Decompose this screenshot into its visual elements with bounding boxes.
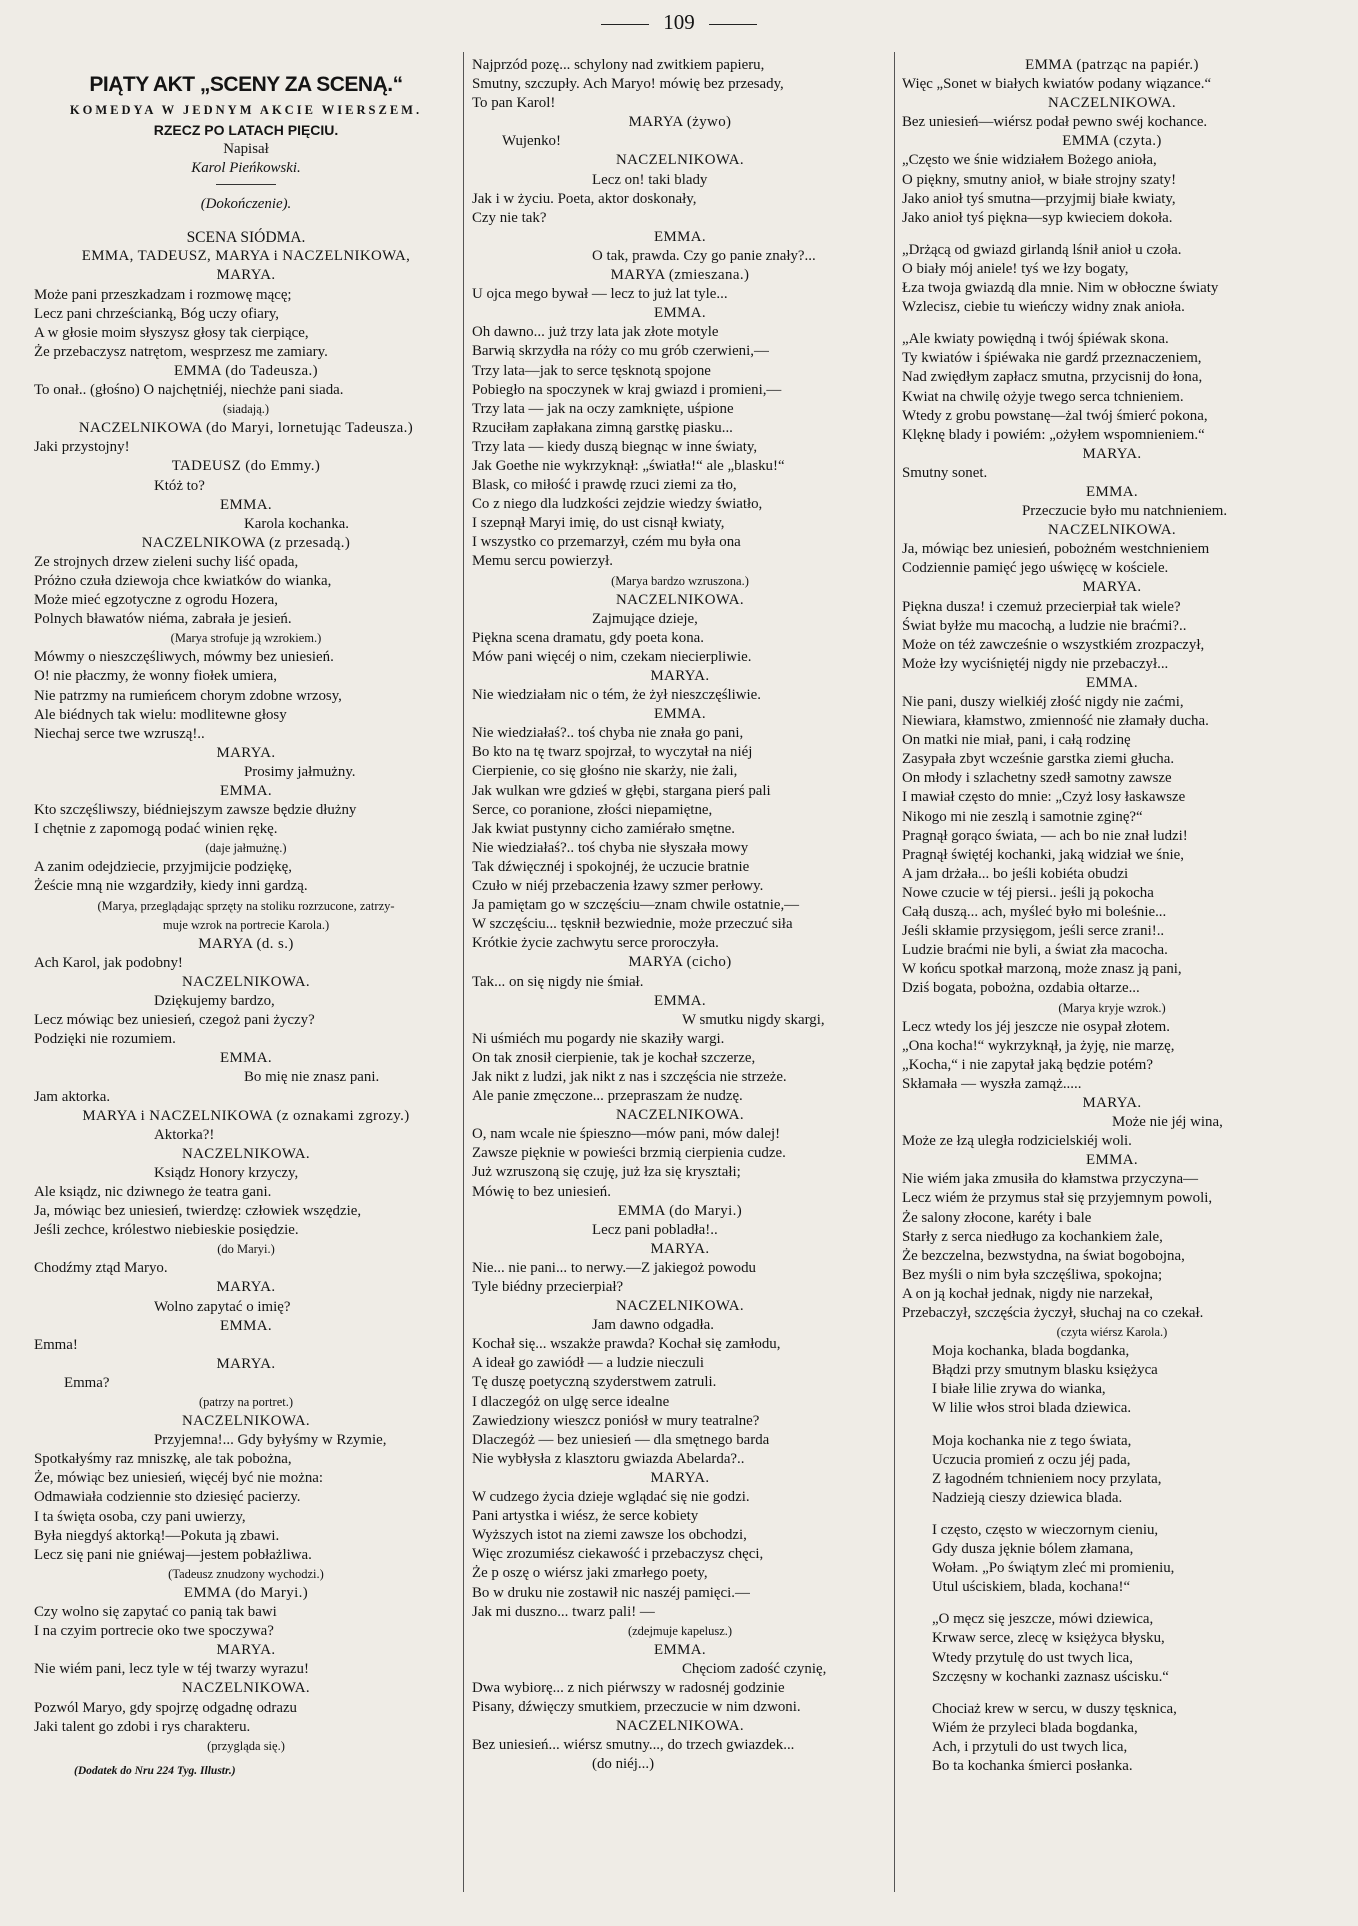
- verse-line: „Kocha,“ i nie zapytał jaką będzie potém?: [902, 1056, 1153, 1073]
- verse-line: A zanim odejdziecie, przyjmijcie podziękę,: [34, 859, 292, 876]
- speaker-label: NACZELNIKOWA.: [615, 1298, 745, 1315]
- author-name: Karol Pieńkowski.: [191, 160, 301, 177]
- verse-line: I szepnął Maryi imię, do ust cisnął kwiaty,: [472, 515, 725, 532]
- verse-line: Cierpienie, co się głośno nie skarży, nie żali,: [472, 763, 738, 780]
- speaker-label: MARYA (żywo): [628, 114, 732, 131]
- verse-line: Moja kochanka nie z tego świata,: [932, 1432, 1132, 1449]
- verse-line: Memu sercu powierzył.: [472, 553, 614, 570]
- verse-line: Jak Goethe nie wykrzyknął: „światła!“ ale „blasku!“: [472, 457, 785, 474]
- verse-line: (do niéj...): [592, 1756, 655, 1773]
- speaker-label: MARYA.: [216, 744, 276, 761]
- verse-line: I dlaczegóż on ulgę serce idealne: [472, 1393, 670, 1410]
- verse-line: Bo mię nie znasz pani.: [244, 1069, 380, 1086]
- continued-note: (Dokończenie).: [200, 196, 292, 213]
- verse-line: Nie wiedziałam nic o tém, że żył nieszczęśliwie.: [472, 687, 762, 704]
- verse-line: Mówię to bez uniesień.: [472, 1183, 611, 1200]
- verse-line: I ta święta osoba, czy pani uwierzy,: [34, 1508, 246, 1525]
- verse-line: „Ona kocha!“ wykrzyknął, ja żyję, nie marzę,: [902, 1037, 1175, 1054]
- verse-line: Niechaj serce twe wzruszą!..: [34, 725, 205, 742]
- verse-line: Lecz wtedy los jéj jeszcze nie osypał złotem.: [902, 1018, 1170, 1035]
- verse-line: I białe lilie zrywa do wianka,: [932, 1381, 1106, 1398]
- stage-direction: (Marya, przeglądając sprzęty na stoliku rozrzucone, zatrzy-: [97, 898, 395, 913]
- verse-line: Tę duszę poetyczną szyderstwem zatruli.: [472, 1374, 717, 1391]
- verse-line: I wszystko co przemarzył, czém mu była ona: [472, 534, 741, 551]
- verse-line: Ach, i przytuli do ust twych lica,: [932, 1738, 1128, 1755]
- verse-line: Może łzy wyciśniętéj nigdy nie przebaczył...: [902, 655, 1169, 672]
- verse-line: W końcu spotkał marzoną, może znasz ją pani,: [902, 961, 1182, 978]
- verse-line: Chociaż krew w sercu, w duszy tęsknica,: [932, 1700, 1177, 1717]
- verse-line: Skłamała — wyszła zamąż.....: [902, 1075, 1082, 1092]
- verse-line: Oh dawno... już trzy lata jak złote motyle: [472, 324, 719, 341]
- verse-line: Jak i w życiu. Poeta, aktor doskonały,: [472, 190, 697, 207]
- verse-line: Może pani przeszkadzam i rozmowę mącę;: [34, 286, 292, 303]
- speaker-label: MARYA (cicho): [628, 954, 732, 971]
- verse-line: Nie wiém jaka zmusiła do kłamstwa przyczyna—: [902, 1171, 1199, 1188]
- footer-note: (Dodatek do Nru 224 Tyg. Illustr.): [74, 1764, 236, 1777]
- verse-line: Aktorka?!: [154, 1126, 215, 1143]
- verse-line: Trzy lata—jak to serce tęsknotą spojone: [472, 362, 711, 379]
- speaker-label: EMMA.: [1085, 1152, 1139, 1169]
- verse-line: Gdy dusza jęknie bólem złamana,: [932, 1541, 1134, 1558]
- verse-line: Ty kwiatów i śpiéwaka nie gardź przeznaczeniem,: [902, 350, 1202, 367]
- verse-line: Wtedy z grobu powstanę—żal twój śmierć pokona,: [902, 407, 1208, 424]
- verse-line: A jam drżała... bo jeśli kobiéta obudzi: [902, 865, 1129, 882]
- verse-line: Wołam. „Po świątym zleć mi promieniu,: [932, 1560, 1175, 1577]
- verse-line: Łza twoja gwiazdą dla mnie. Nim w obłoczne światy: [902, 280, 1219, 297]
- scene-heading: SCENA SIÓDMA.: [186, 229, 306, 247]
- verse-line: Prosimy jałmużny.: [244, 763, 356, 780]
- verse-line: Lecz się pani nie gniéwaj—jestem pobłażliwa.: [34, 1546, 312, 1563]
- verse-line: „Często we śnie widziałem Bożego anioła,: [902, 152, 1157, 169]
- speaker-label: TADEUSZ (do Emmy.): [171, 458, 321, 475]
- stage-direction: (zdejmuje kapelusz.): [627, 1623, 733, 1638]
- verse-line: Spotkałyśmy raz mniszkę, ale tak pobożna,: [34, 1451, 292, 1468]
- verse-line: Najprzód pozę... schylony nad zwitkiem papieru,: [472, 57, 765, 73]
- verse-line: Że przebaczysz natrętom, wesprzesz me zamiary.: [34, 343, 328, 360]
- verse-line: Lecz on! taki blady: [592, 171, 708, 188]
- verse-line: Ach Karol, jak podobny!: [34, 954, 183, 971]
- column-2-text: [472, 56, 888, 1774]
- stage-direction: (czyta wiérsz Karola.): [1056, 1325, 1168, 1340]
- verse-line: Dziś bogata, pobożna, ozdabia ołtarze...: [902, 980, 1140, 997]
- verse-line: Zawiedziony wieszcz poniósł w mury teatralne?: [472, 1412, 760, 1429]
- verse-line: Nie wiedziałaś?.. toś chyba nie słyszała mowy: [472, 839, 749, 856]
- speaker-label: EMMA.: [653, 305, 707, 322]
- verse-line: Lecz pani pobladła!..: [592, 1221, 718, 1238]
- verse-line: I na czyim portrecie oko twe spoczywa?: [34, 1623, 274, 1640]
- verse-line: Ludzie braćmi nie byli, a świat zła macocha.: [902, 942, 1168, 959]
- speaker-label: EMMA.: [653, 992, 707, 1009]
- verse-line: O biały mój aniele! tyś we łzy bogaty,: [902, 260, 1129, 277]
- verse-line: Nie... nie pani... to nerwy.—Z jakiegoż powodu: [472, 1259, 756, 1276]
- verse-line: Bez myśli o nim była szczęśliwa, spokojna;: [902, 1266, 1163, 1283]
- speaker-label: EMMA (do Maryi.): [617, 1202, 743, 1219]
- verse-line: Jako anioł tyś smutna—przyjmij białe kwiaty,: [902, 190, 1176, 207]
- verse-line: „Drżącą od gwiazd girlandą lśnił anioł u czoła.: [902, 241, 1182, 258]
- verse-line: Trzy lata — jak na oczy zamknięte, uśpione: [472, 400, 734, 417]
- verse-line: Żeście mną nie wzgardziły, kiedy inni gardzą.: [34, 878, 308, 895]
- verse-line: On tak znosił cierpienie, tak je kochał szczerze,: [472, 1049, 756, 1066]
- verse-line: Szczęsny w kochanki zaznasz uścisku.“: [932, 1668, 1169, 1685]
- verse-line: Serce, co poranione, złości niepamiętne,: [472, 801, 713, 818]
- verse-line: Kochał się... wszakże prawda? Kochał się zamłodu,: [472, 1336, 781, 1353]
- verse-line: Utul uściskiem, blada, kochana!“: [932, 1579, 1131, 1596]
- verse-line: Codziennie pamięć jego uświęcę w kościele.: [902, 560, 1169, 577]
- verse-line: Nie patrzmy na rumieńcem chorym zdobne wrzosy,: [34, 687, 342, 704]
- verse-line: Ale biédnych tak wielu: modlitewne głosy: [34, 706, 287, 723]
- verse-line: Ksiądz Honory krzyczy,: [154, 1164, 299, 1181]
- verse-line: Podzięki nie rozumiem.: [34, 1031, 176, 1048]
- verse-line: Co z niego dla ludzkości zejdzie wiedzy światło,: [472, 496, 763, 513]
- verse-line: Nie pani, duszy wielkiéj złość nigdy nie zaćmi,: [902, 694, 1184, 710]
- verse-line: Pragnął świętéj kochanki, jaką widział we śnie,: [902, 846, 1185, 863]
- verse-line: Jaki talent go zdobi i rys charakteru.: [34, 1718, 251, 1735]
- verse-line: Lecz mówiąc bez uniesień, czegoż pani życzy?: [34, 1012, 315, 1029]
- verse-line: Wyższych istot na ziemi zawsze los obchodzi,: [472, 1527, 747, 1544]
- verse-line: Trzy lata — kiedy duszą biegnąc w inne światy,: [472, 438, 758, 455]
- verse-line: Zasypała zbyt wcześnie garstka ziemi głucha.: [902, 751, 1175, 768]
- verse-line: Tak... on się nigdy nie śmiał.: [472, 973, 644, 990]
- verse-line: Świat byłże mu macochą, a ludzie nie braćmi?..: [902, 617, 1187, 634]
- verse-line: Jaki przystojny!: [34, 439, 130, 456]
- column-3-text: [902, 56, 1322, 1776]
- stanza-gap: [902, 228, 1322, 241]
- verse-line: I chętnie z zapomogą podać winien rękę.: [34, 821, 278, 838]
- speaker-label: NACZELNIKOWA (z przesadą.): [141, 534, 351, 551]
- column-3: [902, 56, 1322, 1906]
- verse-line: Pragnął gorąco świata, — ach bo nie znał ludzi!: [902, 827, 1188, 844]
- verse-line: On młody i szlachetny szedł samotny zawsze: [902, 770, 1172, 787]
- verse-line: Mów pani więcéj o nim, czekam niecierpliwie.: [472, 648, 752, 665]
- verse-line: Blask, co miłość i prawdę rzuci ziemi za tło,: [472, 477, 737, 494]
- stage-direction: (Marya kryje wzrok.): [1058, 1000, 1166, 1015]
- verse-line: Polnych bławatów niéma, zabrała je jesień.: [34, 611, 292, 628]
- verse-line: Z łagodném tchnieniem nocy przylata,: [932, 1470, 1162, 1487]
- speaker-label: EMMA.: [219, 1050, 273, 1067]
- verse-line: Bo w druku nie zostawił nic naszéj pamięci.—: [472, 1584, 750, 1601]
- speaker-label: NACZELNIKOWA.: [615, 152, 745, 169]
- verse-line: Jak wulkan wre gdzieś w głębi, stargana pierś pali: [472, 782, 771, 799]
- verse-line: Może nie jéj wina,: [1112, 1114, 1223, 1131]
- verse-line: Może ze łzą uległa rodzicielskiéj woli.: [902, 1133, 1132, 1150]
- verse-line: Więc zrozumiész ciekawość i przebaczysz chęci,: [472, 1546, 764, 1563]
- verse-line: Ni uśmiéch mu pogardy nie skaziły wargi.: [472, 1030, 725, 1047]
- verse-line: Nie wybłysła z klasztoru gwiazda Abelarda?..: [472, 1450, 745, 1467]
- speaker-label: MARYA.: [216, 1642, 276, 1659]
- verse-line: Nie wiém pani, lecz tyle w téj twarzy wyrazu!: [34, 1661, 309, 1678]
- verse-line: Nad zwiędłym zapłacz smutna, przycisnij do łona,: [902, 369, 1203, 386]
- verse-line: O tak, prawda. Czy go panie znały?...: [592, 247, 816, 264]
- verse-line: Była niegdyś aktorką!—Pokuta ją zbawi.: [34, 1527, 280, 1544]
- speaker-label: EMMA.: [219, 1317, 273, 1334]
- verse-line: Niewiara, kłamstwo, zmienność nie złamały ducha.: [902, 713, 1209, 730]
- column-2: [472, 56, 888, 1906]
- verse-line: Że p oszę o wiérsz jaki zmarłego poety,: [472, 1565, 708, 1582]
- verse-line: „Ale kwiaty powiędną i twój śpiéwak skona.: [902, 331, 1169, 348]
- stage-direction: (daje jałmużnę.): [205, 841, 287, 856]
- verse-line: W szczęściu... tęsknił bezwiednie, może przeczuć siła: [472, 916, 793, 933]
- verse-line: Błądzi przy smutnym blasku księżyca: [932, 1362, 1158, 1379]
- verse-line: Dziękujemy bardzo,: [154, 993, 275, 1010]
- verse-line: Jeśli skłamie przysięgom, jeśli serce zrani!..: [902, 923, 1165, 940]
- verse-line: Ale ksiądz, nic dziwnego że teatra gani.: [34, 1183, 272, 1200]
- verse-line: Ja, mówiąc bez uniesień, pobożném westchnieniem: [902, 541, 1210, 558]
- speaker-label: NACZELNIKOWA (do Maryi, lornetując Tadeusza.): [78, 420, 414, 437]
- verse-line: Nie wiedziałaś?.. toś chyba nie znała go pani,: [472, 725, 744, 742]
- speaker-label: MARYA.: [650, 1240, 710, 1257]
- verse-line: „O męcz się jeszcze, mówi dziewica,: [932, 1611, 1154, 1628]
- speaker-label: NACZELNIKOWA.: [615, 591, 745, 608]
- header-rule-left: [601, 24, 649, 25]
- verse-line: A on ją kochał jednak, nigdy nie narzekał,: [902, 1285, 1153, 1302]
- verse-line: Kto szczęśliwszy, biédniejszym zawsze będzie dłużny: [34, 802, 357, 819]
- verse-line: Dlaczegóż — bez uniesień — dla smętnego barda: [472, 1431, 770, 1448]
- speaker-label: MARYA.: [216, 267, 276, 284]
- verse-line: Jam dawno odgadła.: [592, 1317, 714, 1334]
- verse-line: Przeczucie było mu natchnieniem.: [1022, 503, 1228, 520]
- speaker-label: EMMA.: [653, 1641, 707, 1658]
- stage-direction: (siadają.): [222, 402, 270, 417]
- stanza-gap: [902, 1508, 1322, 1521]
- speaker-label: MARYA (d. s.): [198, 935, 294, 952]
- stanza-gap: [902, 1597, 1322, 1610]
- verse-line: Smutny sonet.: [902, 464, 988, 481]
- verse-line: Pisany, dźwięczy smutkiem, przeczucie w nim dzwoni.: [472, 1699, 801, 1716]
- stanza-gap: [902, 1687, 1322, 1700]
- stage-direction: (do Maryi.): [217, 1242, 275, 1257]
- verse-line: A ideał go zawiódł — a ludzie nieczuli: [472, 1355, 704, 1372]
- speaker-label: NACZELNIKOWA.: [1047, 95, 1177, 112]
- verse-line: Bo ta kochanka śmierci posłanka.: [932, 1757, 1133, 1774]
- verse-line: Tyle biédny przecierpiał?: [472, 1279, 624, 1295]
- verse-line: Dwa wybiorę... z nich piérwszy w radosnéj godzinie: [472, 1679, 785, 1696]
- verse-line: On matki nie miał, pani, i całą rodzinę: [902, 732, 1131, 749]
- verse-line: Że bezczelna, bezwstydna, na świat bogobojna,: [902, 1247, 1185, 1264]
- stanza-gap: [902, 1419, 1322, 1432]
- verse-line: W lilie włos stroi blada dziewica.: [932, 1400, 1132, 1417]
- verse-line: Jak mi duszno... twarz pali! —: [472, 1603, 655, 1620]
- column-1: [34, 56, 458, 1906]
- verse-line: Piękna scena dramatu, gdy poeta kona.: [472, 629, 704, 646]
- verse-line: Zajmujące dzieje,: [592, 610, 698, 627]
- verse-line: Że salony złocone, karéty i bale: [902, 1209, 1092, 1226]
- article-subtitle-2: RZECZ PO LATACH PIĘCIU.: [153, 122, 339, 138]
- speaker-label: MARYA i NACZELNIKOWA (z oznakami zgrozy.): [82, 1107, 410, 1124]
- verse-line: Może mieć egzotyczne z ogrodu Hozera,: [34, 592, 278, 609]
- verse-line: Pani artystka i wiész, że serce kobiety: [472, 1508, 699, 1525]
- verse-line: Ja, mówiąc bez uniesień, twierdzę: człowiek wszędzie,: [34, 1203, 362, 1220]
- verse-line: Przebaczył, szczęścia życzył, słuchaj na co czekał.: [902, 1305, 1204, 1321]
- verse-line: Zawsze pięknie w powieści brzmią cierpienia cudze.: [472, 1145, 786, 1162]
- speaker-label: NACZELNIKOWA.: [181, 1680, 311, 1697]
- author-label: Napisał: [223, 141, 269, 157]
- speaker-label: EMMA (do Maryi.): [183, 1584, 309, 1601]
- page-number: 109: [663, 10, 695, 34]
- speaker-label: EMMA (czyta.): [1062, 133, 1162, 150]
- speaker-label: NACZELNIKOWA.: [181, 1145, 311, 1162]
- verse-line: Kwiat na chwilę ożyje twego serca tchnieniem.: [902, 388, 1184, 405]
- stage-direction: (przygląda się.): [207, 1738, 285, 1753]
- verse-line: Nowe czucie w téj piersi.. jeśli ją pokocha: [902, 884, 1154, 901]
- verse-line: Już wzruszoną się czuję, już łza się kryształi;: [472, 1164, 741, 1181]
- verse-line: Jak kwiat pustynny cicho zamiérało smętne.: [472, 820, 735, 837]
- verse-line: Bez uniesień... wiérsz smutny..., do trzech gwiazdek...: [472, 1737, 795, 1754]
- verse-line: Któż to?: [154, 477, 205, 494]
- speaker-label: EMMA.: [1085, 483, 1139, 500]
- verse-line: Ale panie zmęczone... przepraszam że nudzę.: [472, 1088, 743, 1105]
- speaker-label: EMMA.: [653, 706, 707, 723]
- verse-line: Wtedy przytulę do ust twych lica,: [932, 1649, 1133, 1666]
- speaker-label: MARYA.: [1082, 579, 1142, 596]
- verse-line: Emma!: [34, 1336, 78, 1353]
- verse-line: Może on téż zawcześnie o wszystkiém zrozpaczył,: [902, 636, 1205, 653]
- verse-line: Odmawiała codziennie sto dziesięć pacierzy.: [34, 1489, 301, 1506]
- speaker-label: EMMA (do Tadeusza.): [174, 362, 318, 379]
- verse-line: Lecz wiém że przymus stał się przyjemnym powoli,: [902, 1190, 1213, 1207]
- article-subtitle: KOMEDYA W JEDNYM AKCIE WIERSZEM.: [69, 103, 423, 117]
- verse-line: Wiém że przyleci blada bogdanka,: [932, 1719, 1138, 1736]
- speaker-label: MARYA.: [1082, 1094, 1142, 1111]
- verse-line: Wzlecisz, ciebie tu wieńczy widny znak anioła.: [902, 299, 1185, 316]
- verse-line: Próżno czuła dziewoja chce kwiatków do wianka,: [34, 572, 332, 589]
- verse-line: O, nam wcale nie śpieszno—mów pani, mów dalej!: [472, 1126, 781, 1143]
- verse-line: Bo kto na tę twarz spojrzał, to wyczytał na niéj: [472, 744, 753, 761]
- speaker-label: NACZELNIKOWA.: [181, 1413, 311, 1430]
- speaker-label: NACZELNIKOWA.: [615, 1107, 745, 1124]
- speaker-label: EMMA.: [219, 783, 273, 799]
- verse-line: A w głosie moim słyszysz głosy tak cierpiące,: [34, 324, 309, 341]
- verse-line: Rzuciłam zapłakana zimną garstkę piasku...: [472, 419, 733, 436]
- speaker-label: EMMA (patrząc na papiér.): [1025, 57, 1199, 73]
- verse-line: Tak dźwięcznéj i spokojnéj, że uczucie bratnie: [472, 858, 750, 875]
- speaker-label: NACZELNIKOWA.: [181, 973, 311, 990]
- verse-line: O piękny, smutny anioł, w białe strojny szaty!: [902, 171, 1177, 188]
- speaker-label: NACZELNIKOWA.: [1047, 522, 1177, 539]
- verse-line: Jako anioł tyś piękna—syp kwieciem dokoła.: [902, 209, 1173, 226]
- speaker-label: MARYA.: [216, 1279, 276, 1296]
- verse-line: Ja pamiętam go w szczęściu—znam chwile ostatnie,—: [472, 897, 800, 914]
- speaker-label: NACZELNIKOWA.: [615, 1718, 745, 1735]
- stage-direction: (patrzy na portret.): [198, 1395, 294, 1409]
- verse-line: Mówmy o nieszczęśliwych, mówmy bez uniesień.: [34, 649, 334, 666]
- stanza-gap: [902, 317, 1322, 330]
- verse-line: Czuło w niéj przebaczenia łzawy szmer perłowy.: [472, 878, 764, 895]
- stage-direction: muje wzrok na portrecie Karola.): [162, 917, 330, 932]
- verse-line: Krwaw serce, zlecę w księżyca błysku,: [932, 1630, 1165, 1647]
- verse-line: Całą duszą... ach, myśleć było mi boleśnie...: [902, 904, 1167, 921]
- verse-line: Jak nikt z ludzi, jak nikt z nas i szczęścia nie strzeże.: [472, 1068, 787, 1085]
- verse-line: W cudzego życia dzieje wglądać się nie godzi.: [472, 1489, 750, 1506]
- verse-line: Piękna dusza! i czemuż przecierpiał tak wiele?: [902, 598, 1181, 615]
- column-divider-2: [894, 52, 895, 1892]
- verse-line: Chodźmy ztąd Maryo.: [34, 1260, 168, 1277]
- verse-line: O! nie płaczmy, że wonny fiołek umiera,: [34, 668, 277, 685]
- verse-line: Ze strojnych drzew zieleni suchy liść opada,: [34, 553, 299, 570]
- speaker-label: MARYA.: [216, 1355, 276, 1372]
- verse-line: Wolno zapytać o imię?: [154, 1298, 291, 1315]
- speaker-label: EMMA.: [219, 496, 273, 513]
- verse-line: Wujenko!: [502, 133, 561, 150]
- verse-line: I mawiał często do mnie: „Czyż losy łaskawsze: [902, 789, 1186, 806]
- stage-direction: (Marya strofuje ją wzrokiem.): [170, 631, 322, 646]
- verse-line: Uczucia promień z oczu jéj pada,: [932, 1451, 1131, 1468]
- verse-line: Że, mówiąc bez uniesień, więcéj być nie można:: [34, 1470, 324, 1487]
- verse-line: Krótkie życie zachwytu serce proroczyła.: [472, 935, 719, 952]
- header-rule-right: [709, 24, 757, 25]
- verse-line: Smutny, szczupły. Ach Maryo! mówię bez przesady,: [472, 76, 784, 93]
- verse-line: Emma?: [64, 1374, 110, 1391]
- verse-line: Karola kochanka.: [244, 515, 350, 532]
- verse-line: To onał.. (głośno) O najchętniéj, niechże pani siada.: [34, 382, 344, 399]
- speaker-label: EMMA.: [1085, 674, 1139, 691]
- stage-direction: (Tadeusz znudzony wychodzi.): [168, 1566, 324, 1581]
- page-number-header: [0, 10, 1358, 35]
- verse-line: Barwią skrzydła na róży co mu grób czerwieni,—: [472, 343, 769, 360]
- speaker-label: MARYA (zmieszana.): [610, 267, 750, 284]
- verse-line: To pan Karol!: [472, 95, 556, 112]
- verse-line: W smutku nigdy skargi,: [682, 1011, 825, 1028]
- verse-line: Czy nie tak?: [472, 209, 547, 226]
- article-title: PIĄTY AKT „SCENY ZA SCENĄ.“: [89, 73, 403, 96]
- speaker-label: MARYA.: [1082, 445, 1142, 462]
- verse-line: Przyjemna!... Gdy byłyśmy w Rzymie,: [154, 1432, 387, 1449]
- verse-line: Pobiegło na spoczynek w kraj gwiazd i promieni,—: [472, 381, 782, 398]
- column-divider-1: [463, 52, 464, 1892]
- stage-direction: (Marya bardzo wzruszona.): [611, 573, 749, 588]
- speaker-label: MARYA.: [650, 1469, 710, 1486]
- column-1-text: [34, 266, 458, 1755]
- verse-line: Jam aktorka.: [34, 1088, 111, 1105]
- verse-line: U ojca mego bywał — lecz to już lat tyle...: [472, 286, 728, 303]
- verse-line: I często, często w wieczornym cieniu,: [932, 1521, 1159, 1538]
- verse-line: Nadzieją cieszy dziewica blada.: [932, 1489, 1123, 1506]
- verse-line: Bez uniesień—wiérsz podał pewno swéj kochance.: [902, 114, 1208, 131]
- verse-line: Nikogo mi nie zeszlą i samotnie zginę?“: [902, 808, 1143, 825]
- verse-line: Pozwól Maryo, gdy spojrzę odgadnę odrazu: [34, 1699, 297, 1716]
- verse-line: Moja kochanka, blada bogdanka,: [932, 1343, 1130, 1360]
- verse-line: Klęknę blady i powiém: „ożyłem wspomnieniem.“: [902, 426, 1205, 443]
- title-rule: [216, 184, 276, 185]
- characters-line: EMMA, TADEUSZ, MARYA i NACZELNIKOWA,: [81, 248, 411, 265]
- verse-line: Chęciom zadość czynię,: [682, 1660, 827, 1677]
- verse-line: Więc „Sonet w białych kwiatów podany wiązance.“: [902, 76, 1212, 93]
- verse-line: Jeśli zechce, królestwo niebieskie posiędzie.: [34, 1222, 299, 1239]
- verse-line: Starły z serca niedługo za kochankiem żale,: [902, 1228, 1163, 1245]
- speaker-label: EMMA.: [653, 228, 707, 245]
- speaker-label: MARYA.: [650, 668, 710, 684]
- verse-line: Czy wolno się zapytać co panią tak bawi: [34, 1604, 277, 1621]
- verse-line: Lecz pani chrześcianką, Bóg uczy ofiary,: [34, 305, 280, 322]
